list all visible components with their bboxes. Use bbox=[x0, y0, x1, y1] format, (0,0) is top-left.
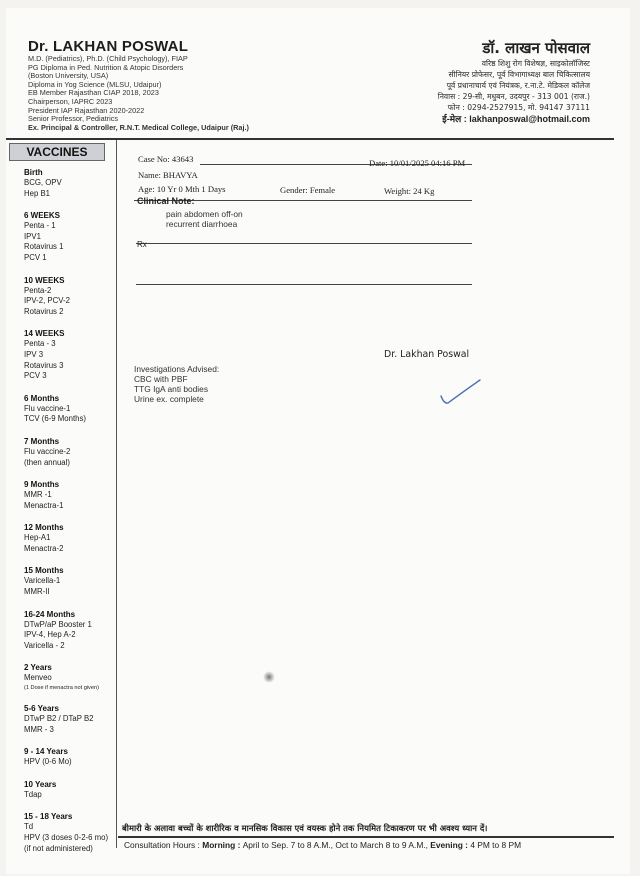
vaccine-group bbox=[24, 210, 116, 263]
patient-name: Name: BHAVYA bbox=[138, 170, 198, 180]
patient-gender: Gender: Female bbox=[280, 185, 336, 195]
vaccine-item: BCG, OPV bbox=[24, 178, 62, 187]
vaccine-group-heading: Birth bbox=[24, 168, 43, 177]
vaccine-group bbox=[24, 703, 116, 735]
principal-line: Ex. Principal & Controller, R.N.T. Medical College, Udaipur (Raj.) bbox=[28, 122, 249, 132]
vaccine-item: Rotavirus 2 bbox=[24, 306, 64, 316]
investigations-list bbox=[134, 374, 219, 404]
vaccine-note: (1 Dose if menactra not given) bbox=[24, 685, 99, 692]
vaccine-item: HPV (0-6 Mo) bbox=[24, 757, 72, 767]
clinical-note-line: pain abdomen off-on bbox=[166, 209, 243, 219]
credential-line: PG Diploma in Ped. Nutrition & Atopic Disorders bbox=[28, 62, 184, 72]
vaccine-group bbox=[24, 393, 116, 425]
credential-line: Senior Professor, Pediatrics bbox=[28, 114, 119, 124]
investigations-block bbox=[134, 364, 219, 404]
signature-name: Dr. Lakhan Poswal bbox=[384, 349, 470, 360]
vaccine-group-heading: 12 Months bbox=[24, 523, 64, 533]
investigation-item: TTG IgA anti bodies bbox=[134, 384, 209, 394]
vaccine-item: (if not administered) bbox=[24, 843, 93, 853]
hindi-detail-line: फोन : 0294-2527915, मो. 94147 37111 bbox=[447, 103, 590, 112]
vaccines-title: VACCINES bbox=[9, 143, 105, 161]
vaccine-item: Penta - 1 bbox=[24, 221, 56, 231]
clinical-note-heading: Clinical Note: bbox=[137, 196, 195, 206]
rx-label: Rx bbox=[137, 240, 147, 249]
vaccine-group-heading: 6 WEEKS bbox=[24, 211, 61, 221]
ink-smudge bbox=[263, 671, 275, 683]
vaccine-group bbox=[24, 167, 116, 199]
vaccine-item: PCV 3 bbox=[24, 371, 47, 381]
vaccine-item: Menveo bbox=[24, 673, 52, 683]
vaccine-group-heading: 6 Months bbox=[24, 393, 60, 403]
hindi-detail-line: वरिष्ठ शिशु रोग विशेषज्ञ, साइकोलॉजिस्ट bbox=[481, 59, 590, 68]
clinical-line bbox=[136, 243, 472, 244]
vaccine-group-heading: 9 - 14 Years bbox=[24, 747, 68, 757]
doctor-hindi-block bbox=[350, 38, 590, 126]
vaccine-group bbox=[24, 436, 116, 468]
credential-line: Diploma in Yog Science (MLSU, Udaipur) bbox=[28, 79, 162, 89]
vaccine-group bbox=[24, 662, 116, 692]
rx-line bbox=[136, 284, 472, 285]
vaccine-item: Menactra-1 bbox=[24, 500, 64, 510]
doctor-name-hindi: डॉ. लाखन पोसवाल bbox=[482, 39, 590, 57]
vaccine-group bbox=[24, 275, 116, 318]
sidebar-divider bbox=[116, 140, 117, 848]
vaccine-item: Hep B1 bbox=[24, 188, 51, 198]
patient-weight: Weight: 24 Kg bbox=[384, 186, 435, 196]
vaccine-group-heading: 7 Months bbox=[24, 436, 60, 446]
credential-line: (Boston University, USA) bbox=[28, 71, 109, 81]
vaccine-item: Penta - 3 bbox=[24, 339, 56, 349]
vaccine-item: Rotavirus 1 bbox=[24, 242, 64, 252]
vaccine-item: DTwP/aP Booster 1 bbox=[24, 619, 92, 629]
evening-hours: 4 PM to 8 PM bbox=[470, 840, 522, 850]
vaccine-group bbox=[24, 328, 116, 381]
vaccine-item: Hep-A1 bbox=[24, 533, 51, 543]
vaccine-group-heading: 14 WEEKS bbox=[24, 329, 65, 339]
check-mark-icon bbox=[436, 376, 486, 408]
credential-line: M.D. (Pediatrics), Ph.D. (Child Psychology), FIAP bbox=[28, 54, 188, 63]
evening-label: Evening : bbox=[430, 840, 471, 850]
credentials-list bbox=[28, 55, 318, 124]
investigation-item: CBC with PBF bbox=[134, 374, 188, 384]
vaccine-item: Varicella - 2 bbox=[24, 640, 65, 650]
credential-line: Chairperson, IAPRC 2023 bbox=[28, 96, 113, 106]
doctor-credentials-block bbox=[28, 38, 318, 132]
vaccine-item: Penta-2 bbox=[24, 285, 52, 295]
doctor-name: Dr. LAKHAN POSWAL bbox=[28, 38, 189, 55]
vaccine-group bbox=[24, 565, 116, 597]
header-divider bbox=[6, 138, 614, 140]
vaccine-group-heading: 10 Years bbox=[24, 779, 57, 789]
vaccine-item: IPV-4, Hep A-2 bbox=[24, 630, 76, 640]
vaccine-group-heading: 5-6 Years bbox=[24, 704, 59, 714]
hindi-detail-line: सीनियर प्रोफेसर, पूर्व विभागाध्यक्ष बाल चिकित्सालय bbox=[448, 70, 590, 79]
clinical-note-line: recurrent diarrhoea bbox=[166, 219, 238, 229]
vaccine-item: Flu vaccine-2 bbox=[24, 446, 71, 456]
vaccine-item: Flu vaccine-1 bbox=[24, 403, 71, 413]
vaccine-group-heading: 16-24 Months bbox=[24, 609, 76, 619]
vaccine-group bbox=[24, 746, 116, 768]
vaccine-item: Menactra-2 bbox=[24, 543, 64, 553]
vaccine-item: DTwP B2 / DTaP B2 bbox=[24, 714, 94, 724]
vaccine-schedule-list bbox=[24, 167, 116, 865]
vaccine-item: Varicella-1 bbox=[24, 576, 61, 586]
vaccine-group-heading: 2 Years bbox=[24, 663, 52, 673]
vaccine-item: Rotavirus 3 bbox=[24, 360, 64, 370]
vaccine-item: PCV 1 bbox=[24, 252, 47, 262]
vaccine-group bbox=[24, 811, 116, 854]
visit-date: Date: 10/01/2025 04:16 PM bbox=[369, 158, 466, 168]
vaccine-item: Tdap bbox=[24, 789, 42, 799]
vaccine-group-heading: 15 Months bbox=[24, 566, 64, 576]
clinical-notes bbox=[166, 209, 243, 229]
vaccine-item: MMR - 3 bbox=[24, 724, 54, 734]
vaccine-item: IPV 3 bbox=[24, 349, 44, 359]
vaccine-group bbox=[24, 609, 116, 652]
investigations-heading: Investigations Advised: bbox=[134, 364, 220, 374]
hours-label: Consultation Hours : bbox=[124, 840, 203, 850]
vaccine-item: MMR-II bbox=[24, 587, 50, 597]
vaccine-group-heading: 9 Months bbox=[24, 480, 60, 490]
credential-line: President IAP Rajasthan 2020-2022 bbox=[28, 105, 145, 115]
hindi-details-list bbox=[350, 58, 590, 113]
footer-hindi-note: बीमारी के अलावा बच्चों के शारीरिक व मानसिक विकास एवं वयस्क होने तक नियमित टिकाकरण पर भी अवश्य ध्यान दें। bbox=[122, 823, 488, 833]
vaccine-item: MMR -1 bbox=[24, 490, 52, 500]
hindi-detail-line: निवास : 29-सी, मधुबन, उदयपुर - 313 001 (राज.) bbox=[437, 92, 590, 101]
vaccine-item: IPV1 bbox=[24, 231, 41, 241]
email-line: ई-मेल : lakhanposwal@hotmail.com bbox=[442, 114, 590, 124]
vaccine-group bbox=[24, 779, 116, 801]
case-number: Case No: 43643 bbox=[138, 154, 194, 164]
vaccine-group bbox=[24, 522, 116, 554]
vaccine-item: HPV (3 doses 0-2-6 mo) bbox=[24, 833, 109, 842]
morning-label: Morning : bbox=[202, 840, 243, 850]
patient-age: Age: 10 Yr 0 Mth 1 Days bbox=[138, 184, 226, 194]
morning-hours: April to Sep. 7 to 8 A.M., Oct to March 8 to 9 A.M., bbox=[242, 840, 431, 850]
vaccine-group-heading: 15 - 18 Years bbox=[24, 812, 73, 822]
vaccine-item: (then annual) bbox=[24, 457, 70, 467]
vaccine-group-heading: 10 WEEKS bbox=[24, 275, 65, 285]
vaccine-item: Td bbox=[24, 822, 34, 832]
vaccine-item: IPV-2, PCV-2 bbox=[24, 296, 70, 306]
vaccine-item: TCV (6-9 Months) bbox=[24, 414, 86, 424]
vaccine-group bbox=[24, 479, 116, 511]
investigation-item: Urine ex. complete bbox=[134, 394, 204, 404]
consultation-hours bbox=[124, 840, 521, 850]
credential-line: EB Member Rajasthan CIAP 2018, 2023 bbox=[28, 88, 159, 98]
hindi-detail-line: पूर्व प्रधानाचार्य एवं नियंत्रक, र.ना.टे. मेडिकल कॉलेज bbox=[446, 81, 590, 90]
footer-divider bbox=[118, 836, 614, 838]
